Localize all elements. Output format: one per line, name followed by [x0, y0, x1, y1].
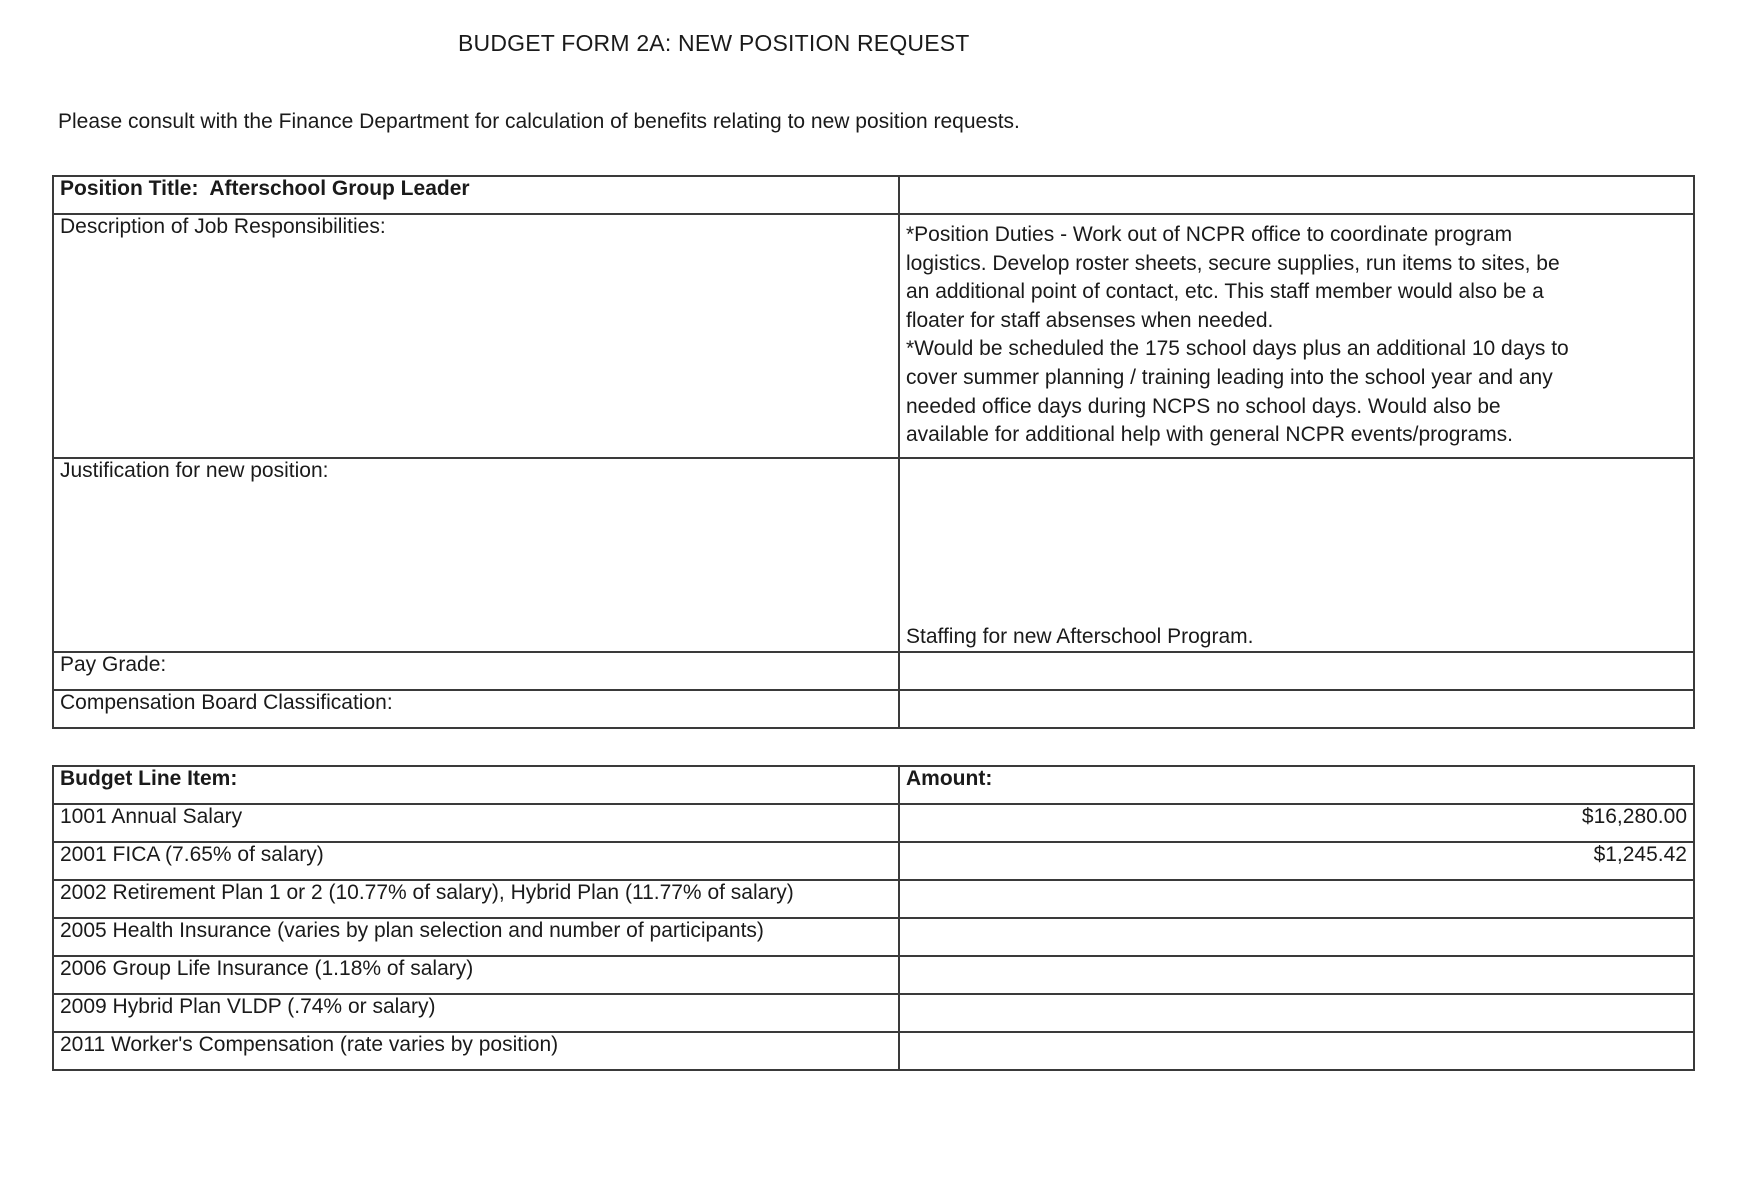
budget-row [53, 1032, 1694, 1070]
justification-value: Staffing for new Afterschool Program. [899, 458, 1694, 652]
budget-item-amount: $16,280.00 [899, 804, 1694, 842]
position-title-value: Afterschool Group Leader [209, 177, 470, 200]
budget-item-label: 2005 Health Insurance (varies by plan selection and number of participants) [53, 918, 899, 956]
budget-item-label: 2009 Hybrid Plan VLDP (.74% or salary) [53, 994, 899, 1032]
budget-row [53, 994, 1694, 1032]
budget-item-amount [899, 918, 1694, 956]
budget-item-label: 2011 Worker's Compensation (rate varies by position) [53, 1032, 899, 1070]
budget-amount-header: Amount: [899, 766, 1694, 804]
pay-grade-row [53, 652, 1694, 690]
description-line: floater for staff absenses when needed. [906, 308, 1274, 332]
budget-header-row [53, 766, 1694, 804]
comp-board-row [53, 690, 1694, 728]
description-value [899, 214, 1694, 458]
description-line: logistics. Develop roster sheets, secure supplies, run items to sites, be [906, 251, 1560, 275]
budget-item-label: 1001 Annual Salary [53, 804, 899, 842]
comp-board-label: Compensation Board Classification: [53, 690, 899, 728]
description-label: Description of Job Responsibilities: [53, 214, 899, 458]
description-line: *Would be scheduled the 175 school days plus an additional 10 days to [906, 337, 1569, 361]
budget-item-amount [899, 994, 1694, 1032]
pay-grade-value [899, 652, 1694, 690]
budget-item-header: Budget Line Item: [53, 766, 899, 804]
budget-row [53, 842, 1694, 880]
budget-item-amount [899, 880, 1694, 918]
budget-row [53, 880, 1694, 918]
budget-item-label: 2002 Retirement Plan 1 or 2 (10.77% of salary), Hybrid Plan (11.77% of salary) [53, 880, 899, 918]
position-title-row [53, 176, 1694, 214]
description-line: an additional point of contact, etc. This staff member would also be a [906, 280, 1544, 304]
comp-board-value [899, 690, 1694, 728]
budget-item-label: 2001 FICA (7.65% of salary) [53, 842, 899, 880]
budget-item-amount: $1,245.42 [899, 842, 1694, 880]
position-title-cell [53, 176, 899, 214]
pay-grade-label: Pay Grade: [53, 652, 899, 690]
budget-item-amount [899, 1032, 1694, 1070]
form-title: BUDGET FORM 2A: NEW POSITION REQUEST [458, 30, 970, 56]
position-table [52, 175, 1695, 729]
description-line: available for additional help with general NCPR events/programs. [906, 423, 1513, 447]
justification-row [53, 458, 1694, 652]
budget-item-amount [899, 956, 1694, 994]
budget-item-label: 2006 Group Life Insurance (1.18% of salary) [53, 956, 899, 994]
description-row [53, 214, 1694, 458]
position-title-empty-cell [899, 176, 1694, 214]
justification-label: Justification for new position: [53, 458, 899, 652]
intro-text: Please consult with the Finance Department for calculation of benefits relating to new position requests. [58, 110, 1020, 133]
position-title-label: Position Title: [60, 177, 199, 200]
budget-table [52, 765, 1695, 1071]
budget-row [53, 918, 1694, 956]
budget-row [53, 956, 1694, 994]
budget-row [53, 804, 1694, 842]
description-line: needed office days during NCPS no school days. Would also be [906, 394, 1501, 418]
description-line: cover summer planning / training leading into the school year and any [906, 365, 1553, 389]
description-line: *Position Duties - Work out of NCPR office to coordinate program [906, 223, 1513, 246]
